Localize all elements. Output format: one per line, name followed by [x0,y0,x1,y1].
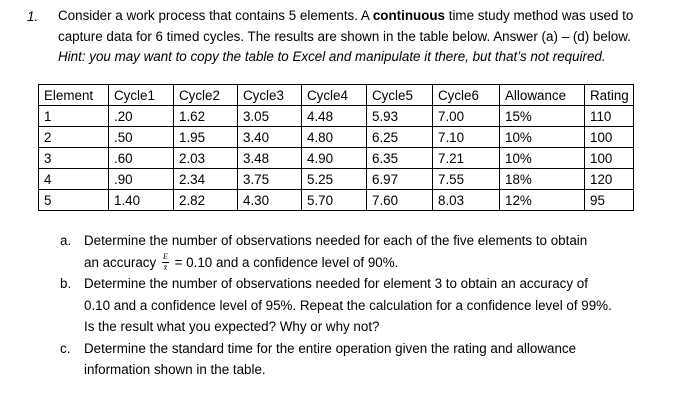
cell-cycle6: 7.55 [433,169,500,190]
cell-cycle1: .60 [109,148,174,169]
intro-line-1-pre: Consider a work process that contains 5 elements. A [58,8,373,23]
question-a-line-1: Determine the number of observations needed for each of the five elements to obtain [84,233,588,248]
question-c-label: c. [60,340,71,356]
question-b-label: b. [60,276,72,291]
table-row [39,148,634,169]
header-rating: Rating [585,85,634,106]
question-a-line-2-pre: an accuracy [84,254,160,270]
cell-allowance: 12% [500,190,585,211]
cell-cycle6: 7.21 [433,148,500,169]
fraction-numerator: E [162,252,168,262]
accuracy-fraction [162,253,169,272]
header-cycle5: Cycle5 [367,85,433,106]
question-a [60,230,670,273]
header-cycle1: Cycle1 [109,85,174,106]
cell-allowance: 15% [500,106,585,127]
cell-cycle5: 5.93 [367,106,433,127]
cell-element: 2 [39,127,109,148]
cell-cycle1: 1.40 [109,190,174,211]
cell-cycle4: 5.70 [302,190,367,211]
cell-cycle3: 3.75 [238,169,302,190]
question-c-line-1: Determine the standard time for the entire operation given the rating and allowance [84,340,577,356]
cell-cycle6: 8.03 [433,190,500,211]
cell-cycle1: .20 [109,106,174,127]
cell-cycle2: 2.34 [174,169,238,190]
cell-element: 5 [39,190,109,211]
question-b-line-2: 0.10 and a confidence level of 95%. Repeat the calculation for a confidence level of 99%. [84,297,612,313]
header-element: Element [39,85,109,106]
question-b-line-1: Determine the number of observations needed for element 3 to obtain an accuracy of [84,276,588,291]
question-a-line-2-post: = 0.10 and a confidence level of 90%. [170,254,399,270]
question-list [60,230,670,381]
header-cycle6: Cycle6 [433,85,500,106]
cell-element: 3 [39,148,109,169]
cell-cycle2: 2.82 [174,190,238,211]
cell-rating: 120 [585,169,634,190]
cell-cycle1: .90 [109,169,174,190]
cell-cycle5: 6.97 [367,169,433,190]
cell-rating: 95 [585,190,634,211]
table-row [39,106,634,127]
cell-cycle3: 3.40 [238,127,302,148]
cell-element: 1 [39,106,109,127]
header-cycle4: Cycle4 [302,85,367,106]
cell-allowance: 10% [500,127,585,148]
header-cycle2: Cycle2 [174,85,238,106]
cell-cycle3: 3.05 [238,106,302,127]
problem-intro [58,6,678,68]
table-header-row [39,85,634,106]
table-row [39,169,634,190]
table-row [39,127,634,148]
cell-cycle5: 6.35 [367,148,433,169]
cell-rating: 100 [585,127,634,148]
intro-line-2: capture data for 6 timed cycles. The results are shown in the table below. Answer (a) – (d) below. [58,28,631,44]
cell-cycle3: 3.48 [238,148,302,169]
intro-bold-word: continuous [372,8,445,23]
fraction-denominator: x̄ [163,263,168,273]
question-c [60,338,670,381]
table-row [39,190,634,211]
cell-allowance: 10% [500,148,585,169]
cell-cycle4: 4.48 [302,106,367,127]
problem-number: 1. [27,9,39,24]
intro-line-1 [58,6,678,27]
question-c-line-2: information shown in the table. [84,362,266,377]
cell-cycle6: 7.00 [433,106,500,127]
cell-cycle4: 5.25 [302,169,367,190]
hint-text: Hint: you may want to copy the table to Excel and manipulate it there, but that’s not required. [58,49,606,64]
cell-allowance: 18% [500,169,585,190]
cell-cycle2: 1.95 [174,127,238,148]
question-b-line-3: Is the result what you expected? Why or why not? [84,319,380,334]
cell-rating: 100 [585,148,634,169]
cell-cycle5: 6.25 [367,127,433,148]
cell-element: 4 [39,169,109,190]
time-study-table [38,84,634,211]
cell-cycle4: 4.80 [302,127,367,148]
cell-cycle2: 1.62 [174,106,238,127]
question-a-label: a. [60,233,72,248]
question-a-line-2 [84,252,670,274]
question-b [60,273,670,338]
cell-cycle3: 4.30 [238,190,302,211]
header-allowance: Allowance [500,85,585,106]
cell-cycle5: 7.60 [367,190,433,211]
cell-cycle4: 4.90 [302,148,367,169]
cell-rating: 110 [585,106,634,127]
cell-cycle1: .50 [109,127,174,148]
header-cycle3: Cycle3 [238,85,302,106]
cell-cycle6: 7.10 [433,127,500,148]
intro-line-1-post: time study method was used to [445,8,634,23]
cell-cycle2: 2.03 [174,148,238,169]
